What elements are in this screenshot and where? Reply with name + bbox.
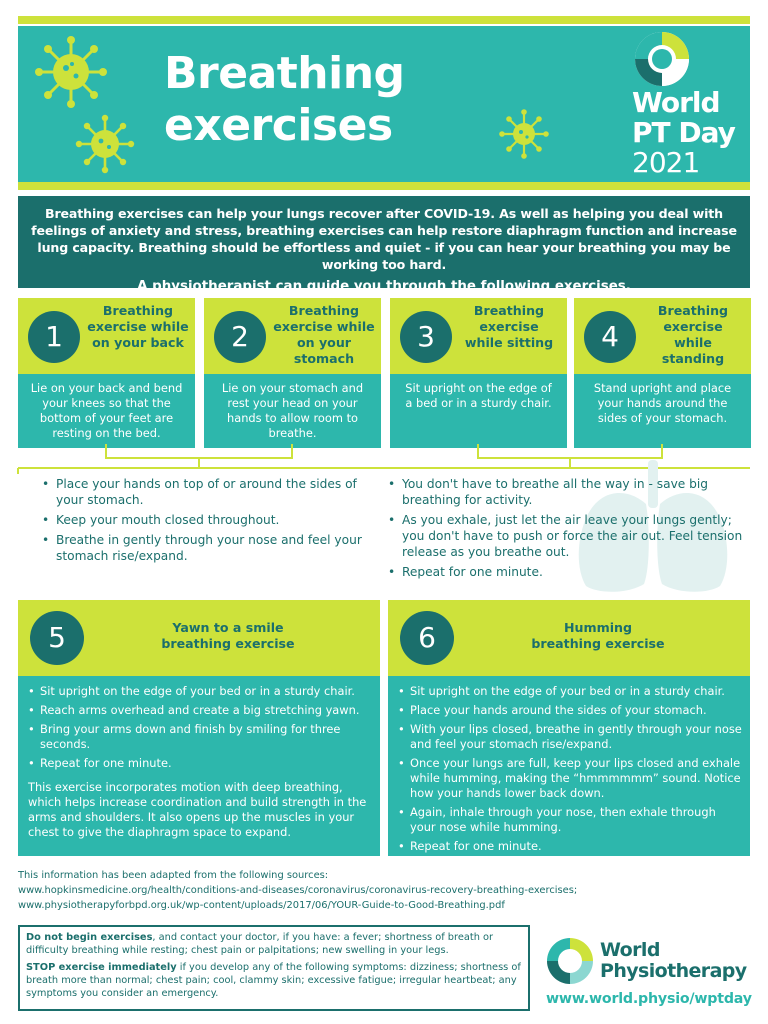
card-header (390, 298, 567, 374)
card-header (204, 298, 381, 374)
list-item: • Place your hands around the sides of your stomach. (398, 703, 744, 718)
intro-banner (18, 196, 750, 294)
list-item: • With your lips closed, breathe in gently through your nose and feel your stomach rise/expand. (398, 722, 744, 752)
position-card-3 (390, 298, 567, 448)
virus-icon (496, 106, 552, 162)
list-item: • Keep your mouth closed throughout. (42, 512, 372, 528)
card-header (574, 298, 751, 374)
exercise-title-line-1: Yawn to a smile (172, 620, 284, 635)
card-number: 2 (214, 311, 266, 363)
source-link-1[interactable]: www.hopkinsmedicine.org/health/conditions-and-diseases/coronavirus/coronavirus-recovery-breathing-exercises; (18, 885, 578, 896)
card-header (18, 298, 195, 374)
org-line-1: World (600, 939, 660, 961)
warning-box (18, 925, 530, 1011)
position-card-1 (18, 298, 195, 448)
list-item: • As you exhale, just let the air leave your lungs gently; you don't have to push or force the air out. Feel tension release as you breathe out. (388, 512, 744, 560)
virus-icon (70, 110, 140, 178)
list-item: • Reach arms overhead and create a big stretching yawn. (28, 703, 374, 718)
exercise-steps (398, 684, 744, 854)
exercise-body (398, 684, 744, 858)
card-description: Lie on your stomach and rest your head on your hands to allow room to breathe. (204, 374, 381, 448)
hero-lime-bar-bottom (18, 182, 750, 190)
exercise-header (18, 600, 380, 676)
intro-text: Breathing exercises can help your lungs recover after COVID-19. As well as helping you deal with feelings of anxiety and stress, breathing exercises can help restore diaphragm function and increase lung capacity. Breathing should be effortless and quiet - if you can hear your breathing you may be working too hard. (31, 206, 737, 272)
world-pt-day-logo-icon (632, 28, 692, 90)
card-number: 1 (28, 311, 80, 363)
exercise-note: This exercise incorporates motion with deep breathing, which helps increase coordination and build strength in the arms and shoulders. It also opens up the muscles in your chest to give the diaphragm space to expand. (28, 780, 367, 839)
exercise-card-5 (18, 600, 380, 856)
list-item: • You don't have to breathe all the way in - save big breathing for activity. (388, 476, 744, 508)
top-lime-bar (18, 16, 750, 24)
title-line-2: exercises (164, 100, 393, 151)
exercise-body (28, 684, 374, 840)
hero-banner (18, 26, 750, 182)
list-item: • Bring your arms down and finish by smiling for three seconds. (28, 722, 374, 752)
sources (18, 868, 750, 913)
intro-subtitle: A physiotherapist can guide you through the following exercises. (137, 279, 631, 294)
virus-icon (26, 32, 116, 112)
card-description: Lie on your back and bend your knees so that the bottom of your feet are resting on the bed. (18, 374, 195, 448)
exercise-card-6 (388, 600, 750, 856)
warning-stop (26, 961, 522, 1000)
sources-intro: This information has been adapted from the following sources: (18, 870, 329, 881)
warning-stop-bold: STOP exercise immediately (26, 962, 177, 973)
tips-right-list (388, 476, 744, 584)
card-description: Stand upright and place your hands around the sides of your stomach. (574, 374, 751, 448)
list-item: • Place your hands on top of or around the sides of your stomach. (42, 476, 372, 508)
list-item: • Sit upright on the edge of your bed or in a sturdy chair. (398, 684, 744, 699)
exercise-header (388, 600, 750, 676)
exercise-title (98, 620, 358, 652)
tips-left-list (42, 476, 372, 568)
warning-stop-text: if you develop any of the following symptoms: dizziness; shortness of breath more than normal; chest pain; cool, clammy skin; excessive fatigue; irregular heartbeat; any symptoms you consider an emergency. (26, 962, 521, 999)
page-title (164, 48, 405, 152)
event-line-2: PT Day (632, 116, 735, 149)
exercise-title-line-2: breathing exercise (531, 636, 665, 651)
card-description: Sit upright on the edge of a bed or in a sturdy chair. (390, 374, 567, 448)
event-year: 2021 (632, 146, 700, 179)
list-item: • Sit upright on the edge of your bed or in a sturdy chair. (28, 684, 374, 699)
exercise-number: 5 (30, 611, 84, 665)
title-line-1: Breathing (164, 48, 405, 99)
position-card-2 (204, 298, 381, 448)
list-item: • Breathe in gently through your nose and feel your stomach rise/expand. (42, 532, 372, 564)
list-item: • Repeat for one minute. (398, 839, 744, 854)
exercise-title-line-1: Humming (563, 620, 633, 635)
org-line-2: Physiotherapy (600, 960, 747, 982)
list-item: • Repeat for one minute. (388, 564, 744, 580)
source-link-2[interactable]: www.physiotherapyforbpd.org.uk/wp-content/uploads/2017/06/YOUR-Guide-to-Good-Breathing.pdf (18, 900, 505, 911)
position-card-4 (574, 298, 751, 448)
warning-do-not-text: , and contact your doctor, if you have: a fever; shortness of breath or difficulty breathing while resting; chest pain or palpitations; new swelling in your legs. (26, 932, 494, 956)
exercise-steps (28, 684, 374, 771)
list-item: • Repeat for one minute. (28, 756, 374, 771)
event-line-1: World (632, 86, 720, 119)
card-title: Breathing exercise while sitting (464, 303, 554, 350)
world-pt-day-label (632, 88, 735, 178)
card-number: 3 (400, 311, 452, 363)
warning-do-not (26, 931, 522, 957)
card-title: Breathing exercise while on your back (87, 303, 189, 350)
exercise-number: 6 (400, 611, 454, 665)
world-physiotherapy-logo-icon (544, 936, 596, 986)
exercise-title-line-2: breathing exercise (161, 636, 295, 651)
footer-url-link[interactable]: www.world.physio/wptday (546, 991, 752, 1007)
card-title: Breathing exercise while on your stomach (273, 303, 375, 366)
organization-name (600, 940, 747, 982)
card-title: Breathing exercise while standing (657, 303, 729, 366)
list-item: • Again, inhale through your nose, then exhale through your nose while humming. (398, 805, 744, 835)
exercise-title (468, 620, 728, 652)
warning-do-not-bold: Do not begin exercises (26, 932, 153, 943)
card-number: 4 (584, 311, 636, 363)
list-item: • Once your lungs are full, keep your lips closed and exhale while humming, making the “hmmmmmm” sound. Notice how your hands lower back down. (398, 756, 744, 801)
